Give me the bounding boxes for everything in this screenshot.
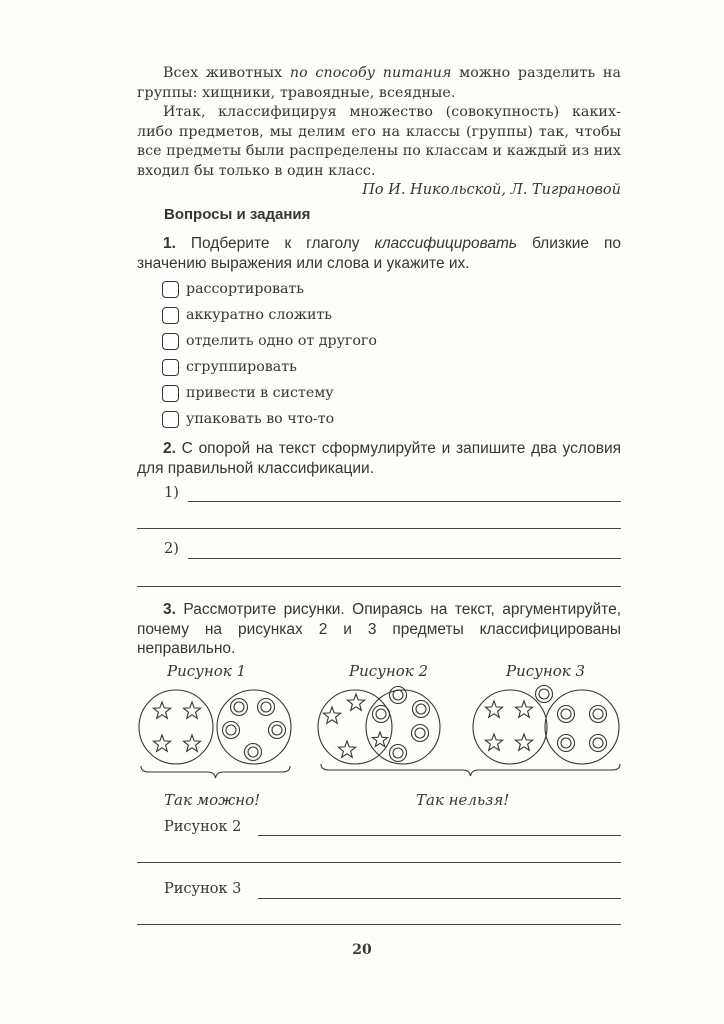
ring-icon-outside-inner (539, 689, 549, 699)
figure-3-stars-set (473, 690, 547, 764)
ring-icon (231, 699, 248, 716)
ring-icon-in-intersection (373, 706, 390, 723)
star-icon (323, 707, 340, 723)
ring-icon-outside (536, 686, 553, 703)
option-row[interactable]: отделить одно от другого (162, 330, 377, 352)
ring-icon-inner (415, 728, 425, 738)
star-icon (515, 701, 532, 717)
option-row[interactable]: аккуратно сложить (162, 304, 332, 326)
answer-label-2: 2) (164, 541, 179, 557)
figure-3-rings-set (545, 690, 619, 764)
ring-icon-inner (561, 738, 571, 748)
answer-line-figure-2[interactable] (258, 835, 621, 836)
ring-icon-inner (393, 748, 403, 758)
brace-correct (141, 766, 290, 778)
ring-icon (223, 722, 240, 739)
figure-2-caption: Рисунок 2 (349, 662, 429, 680)
ring-icon-inner (261, 702, 271, 712)
star-icon (153, 735, 170, 751)
ring-icon (269, 722, 286, 739)
star-icon (347, 694, 364, 710)
ring-icon-inner (393, 690, 403, 700)
option-row[interactable]: рассортировать (162, 278, 304, 300)
star-icon-in-intersection (372, 732, 387, 747)
ring-icon-inner (248, 747, 258, 757)
ring-icon (413, 701, 430, 718)
task-1-prompt: 1. Подберите к глаголу классифицировать близкие по значению выражения или слова и укажите их. (137, 235, 621, 272)
ring-icon-inner (234, 702, 244, 712)
star-icon (485, 734, 502, 750)
star-icon (485, 701, 502, 717)
emphasis-feeding-method: по способу питания (289, 65, 452, 81)
figure-1-caption: Рисунок 1 (167, 662, 247, 680)
page-number: 20 (352, 942, 372, 958)
ring-icon-inner (226, 725, 236, 735)
answer-label-figure-2: Рисунок 2 (164, 819, 242, 835)
ring-icon (412, 725, 429, 742)
ring-icon (245, 744, 262, 761)
answer-label-figure-3: Рисунок 3 (164, 881, 242, 897)
option-row[interactable]: сгруппировать (162, 356, 297, 378)
attribution: По И. Никольской, Л. Тиграновой (362, 182, 621, 198)
task-3-prompt: 3. Рассмотрите рисунки. Опираясь на текст, аргументируйте, почему на рисунках 2 и 3 предметы классифицированы неправильно. (137, 601, 621, 657)
verdict-incorrect: Так нельзя! (416, 791, 510, 809)
ring-icon-inner (561, 709, 571, 719)
ring-icon-in-intersection-inner (376, 709, 386, 719)
figure-1-stars-set (139, 690, 213, 764)
figure-1-rings-set (217, 690, 291, 764)
star-icon (338, 741, 355, 757)
star-icon (183, 702, 200, 718)
star-icon (515, 734, 532, 750)
ring-icon (590, 735, 607, 752)
section-heading: Вопросы и задания (164, 206, 311, 223)
ring-icon (258, 699, 275, 716)
verdict-correct: Так можно! (164, 791, 261, 809)
brace-incorrect (321, 764, 620, 776)
answer-line-figure-2-continued[interactable] (137, 862, 621, 863)
figure-2-stars-set (318, 690, 392, 764)
reading-paragraph-2: Итак, классифицируя множество (совокупность) каких-либо предметов, мы делим его на классы (группы) так, чтобы все предметы были распределены по классам и каждый из них входил бы только в один класс. (137, 104, 622, 179)
ring-icon-inner (272, 725, 282, 735)
answer-line-figure-3[interactable] (258, 898, 621, 899)
option-row[interactable]: привести в систему (162, 382, 334, 404)
task-2-prompt: 2. С опорой на текст сформулируйте и запишите два условия для правильной классификации. (137, 440, 621, 477)
ring-icon-inner (416, 704, 426, 714)
answer-label-1: 1) (164, 485, 179, 501)
ring-icon-inner (593, 709, 603, 719)
answer-line-figure-3-continued[interactable] (137, 924, 621, 925)
option-row[interactable]: упаковать во что-то (162, 408, 334, 430)
ring-icon (558, 706, 575, 723)
ring-icon (590, 706, 607, 723)
ring-icon (390, 687, 407, 704)
figure-3-caption: Рисунок 3 (506, 662, 586, 680)
reading-paragraph-1: Всех животных по способу питания можно разделить на группы: хищники, травоядные, всеядные. (137, 65, 622, 101)
emphasis-classify: классифицировать (374, 235, 518, 252)
ring-icon-inner (593, 738, 603, 748)
ring-icon (390, 745, 407, 762)
ring-icon (558, 735, 575, 752)
star-icon (153, 702, 170, 718)
star-icon (183, 735, 200, 751)
